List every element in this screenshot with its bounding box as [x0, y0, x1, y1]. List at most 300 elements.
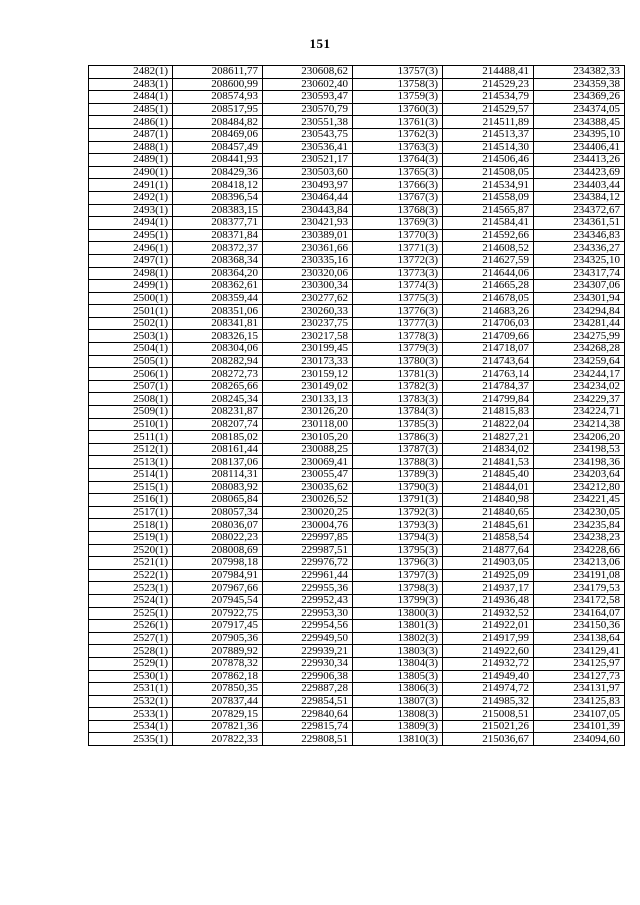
cell-y-coord-b: 234224,71 — [534, 406, 625, 419]
cell-x-coord-a: 208272,73 — [173, 368, 263, 381]
cell-y-coord-b: 234244,17 — [534, 368, 625, 381]
coordinate-table-body — [89, 66, 625, 746]
cell-x-coord-b: 214784,37 — [443, 380, 534, 393]
table-row — [89, 620, 625, 633]
cell-point-id-a: 2517(1) — [89, 506, 173, 519]
table-row — [89, 720, 625, 733]
cell-y-coord-a: 230570,79 — [263, 103, 353, 116]
cell-point-id-b: 13782(3) — [353, 380, 443, 393]
table-row — [89, 317, 625, 330]
cell-y-coord-b: 234325,10 — [534, 254, 625, 267]
cell-x-coord-a: 207984,91 — [173, 569, 263, 582]
table-row — [89, 418, 625, 431]
cell-y-coord-a: 230300,34 — [263, 280, 353, 293]
table-row — [89, 431, 625, 444]
cell-y-coord-a: 230020,25 — [263, 506, 353, 519]
cell-point-id-b: 13771(3) — [353, 242, 443, 255]
cell-point-id-b: 13790(3) — [353, 481, 443, 494]
table-row — [89, 242, 625, 255]
cell-point-id-a: 2527(1) — [89, 632, 173, 645]
cell-x-coord-b: 214840,98 — [443, 494, 534, 507]
cell-x-coord-a: 207837,44 — [173, 695, 263, 708]
cell-y-coord-a: 230551,38 — [263, 116, 353, 129]
cell-y-coord-a: 230118,00 — [263, 418, 353, 431]
cell-y-coord-a: 229854,51 — [263, 695, 353, 708]
cell-y-coord-a: 229955,36 — [263, 582, 353, 595]
cell-x-coord-a: 208359,44 — [173, 292, 263, 305]
cell-y-coord-b: 234101,39 — [534, 720, 625, 733]
cell-y-coord-b: 234382,33 — [534, 66, 625, 79]
cell-point-id-b: 13776(3) — [353, 305, 443, 318]
cell-point-id-a: 2496(1) — [89, 242, 173, 255]
cell-point-id-a: 2493(1) — [89, 204, 173, 217]
cell-x-coord-b: 214511,89 — [443, 116, 534, 129]
cell-y-coord-a: 230320,06 — [263, 267, 353, 280]
cell-y-coord-b: 234228,66 — [534, 544, 625, 557]
table-row — [89, 343, 625, 356]
cell-y-coord-a: 229954,56 — [263, 620, 353, 633]
cell-y-coord-b: 234238,23 — [534, 531, 625, 544]
cell-x-coord-a: 208371,84 — [173, 229, 263, 242]
cell-x-coord-b: 214827,21 — [443, 431, 534, 444]
cell-point-id-a: 2482(1) — [89, 66, 173, 79]
cell-point-id-a: 2492(1) — [89, 191, 173, 204]
table-row — [89, 632, 625, 645]
cell-x-coord-a: 207889,92 — [173, 645, 263, 658]
table-row — [89, 506, 625, 519]
cell-point-id-b: 13809(3) — [353, 720, 443, 733]
cell-x-coord-b: 214488,41 — [443, 66, 534, 79]
cell-x-coord-b: 214584,41 — [443, 217, 534, 230]
coordinate-table — [88, 65, 625, 746]
cell-x-coord-b: 214932,72 — [443, 657, 534, 670]
cell-y-coord-b: 234294,84 — [534, 305, 625, 318]
table-row — [89, 582, 625, 595]
cell-x-coord-a: 208517,95 — [173, 103, 263, 116]
table-row — [89, 733, 625, 746]
cell-point-id-b: 13803(3) — [353, 645, 443, 658]
cell-point-id-b: 13792(3) — [353, 506, 443, 519]
cell-y-coord-b: 234336,27 — [534, 242, 625, 255]
cell-x-coord-a: 208457,49 — [173, 141, 263, 154]
cell-y-coord-a: 230088,25 — [263, 443, 353, 456]
cell-point-id-b: 13796(3) — [353, 557, 443, 570]
cell-y-coord-a: 230602,40 — [263, 78, 353, 91]
cell-y-coord-a: 230389,01 — [263, 229, 353, 242]
cell-point-id-b: 13770(3) — [353, 229, 443, 242]
cell-x-coord-b: 214709,66 — [443, 330, 534, 343]
cell-point-id-b: 13808(3) — [353, 708, 443, 721]
cell-y-coord-a: 230026,52 — [263, 494, 353, 507]
table-row — [89, 78, 625, 91]
cell-x-coord-a: 208484,82 — [173, 116, 263, 129]
cell-point-id-b: 13759(3) — [353, 91, 443, 104]
cell-point-id-b: 13766(3) — [353, 179, 443, 192]
cell-x-coord-b: 214949,40 — [443, 670, 534, 683]
cell-point-id-b: 13797(3) — [353, 569, 443, 582]
cell-point-id-a: 2511(1) — [89, 431, 173, 444]
cell-y-coord-a: 230593,47 — [263, 91, 353, 104]
cell-point-id-a: 2510(1) — [89, 418, 173, 431]
cell-x-coord-a: 208185,02 — [173, 431, 263, 444]
cell-y-coord-b: 234259,64 — [534, 355, 625, 368]
cell-point-id-b: 13762(3) — [353, 128, 443, 141]
cell-y-coord-a: 230055,47 — [263, 469, 353, 482]
cell-x-coord-b: 214534,79 — [443, 91, 534, 104]
cell-x-coord-a: 207822,33 — [173, 733, 263, 746]
cell-y-coord-a: 229952,43 — [263, 594, 353, 607]
cell-y-coord-b: 234372,67 — [534, 204, 625, 217]
cell-y-coord-a: 230421,93 — [263, 217, 353, 230]
cell-point-id-a: 2498(1) — [89, 267, 173, 280]
cell-point-id-a: 2486(1) — [89, 116, 173, 129]
cell-x-coord-b: 214877,64 — [443, 544, 534, 557]
cell-x-coord-b: 214834,02 — [443, 443, 534, 456]
cell-x-coord-a: 207862,18 — [173, 670, 263, 683]
cell-point-id-b: 13773(3) — [353, 267, 443, 280]
cell-point-id-b: 13800(3) — [353, 607, 443, 620]
cell-x-coord-b: 214743,64 — [443, 355, 534, 368]
cell-y-coord-a: 230217,58 — [263, 330, 353, 343]
table-row — [89, 645, 625, 658]
cell-x-coord-b: 214718,07 — [443, 343, 534, 356]
page-number: 151 — [309, 36, 331, 51]
cell-x-coord-a: 208022,23 — [173, 531, 263, 544]
cell-y-coord-b: 234172,58 — [534, 594, 625, 607]
cell-x-coord-b: 214932,52 — [443, 607, 534, 620]
cell-point-id-b: 13794(3) — [353, 531, 443, 544]
cell-x-coord-a: 208351,06 — [173, 305, 263, 318]
cell-y-coord-a: 230335,16 — [263, 254, 353, 267]
table-row — [89, 380, 625, 393]
table-row — [89, 91, 625, 104]
cell-y-coord-a: 229997,85 — [263, 531, 353, 544]
cell-x-coord-b: 214985,32 — [443, 695, 534, 708]
cell-y-coord-b: 234359,38 — [534, 78, 625, 91]
cell-point-id-b: 13774(3) — [353, 280, 443, 293]
cell-point-id-a: 2484(1) — [89, 91, 173, 104]
cell-point-id-a: 2533(1) — [89, 708, 173, 721]
cell-point-id-a: 2512(1) — [89, 443, 173, 456]
cell-point-id-b: 13801(3) — [353, 620, 443, 633]
table-row — [89, 557, 625, 570]
cell-x-coord-a: 208396,54 — [173, 191, 263, 204]
cell-y-coord-a: 230159,12 — [263, 368, 353, 381]
cell-x-coord-a: 207905,36 — [173, 632, 263, 645]
cell-y-coord-a: 230493,97 — [263, 179, 353, 192]
cell-point-id-a: 2528(1) — [89, 645, 173, 658]
table-row — [89, 393, 625, 406]
cell-y-coord-a: 230361,66 — [263, 242, 353, 255]
cell-x-coord-b: 215021,26 — [443, 720, 534, 733]
cell-x-coord-b: 214845,40 — [443, 469, 534, 482]
cell-y-coord-b: 234214,38 — [534, 418, 625, 431]
cell-x-coord-b: 214565,87 — [443, 204, 534, 217]
cell-x-coord-b: 214799,84 — [443, 393, 534, 406]
cell-point-id-b: 13805(3) — [353, 670, 443, 683]
cell-x-coord-b: 214922,60 — [443, 645, 534, 658]
cell-point-id-b: 13779(3) — [353, 343, 443, 356]
cell-y-coord-b: 234317,74 — [534, 267, 625, 280]
cell-x-coord-b: 214937,17 — [443, 582, 534, 595]
cell-point-id-b: 13781(3) — [353, 368, 443, 381]
cell-y-coord-b: 234230,05 — [534, 506, 625, 519]
cell-x-coord-a: 208377,71 — [173, 217, 263, 230]
cell-x-coord-a: 208083,92 — [173, 481, 263, 494]
cell-x-coord-a: 208469,06 — [173, 128, 263, 141]
cell-x-coord-a: 207998,18 — [173, 557, 263, 570]
cell-point-id-b: 13775(3) — [353, 292, 443, 305]
cell-y-coord-b: 234191,08 — [534, 569, 625, 582]
cell-point-id-b: 13802(3) — [353, 632, 443, 645]
cell-point-id-b: 13795(3) — [353, 544, 443, 557]
table-row — [89, 695, 625, 708]
cell-y-coord-a: 230173,33 — [263, 355, 353, 368]
cell-point-id-b: 13799(3) — [353, 594, 443, 607]
cell-y-coord-a: 230035,62 — [263, 481, 353, 494]
cell-point-id-a: 2487(1) — [89, 128, 173, 141]
cell-point-id-b: 13768(3) — [353, 204, 443, 217]
cell-x-coord-a: 207821,36 — [173, 720, 263, 733]
cell-y-coord-a: 230536,41 — [263, 141, 353, 154]
cell-x-coord-a: 208341,81 — [173, 317, 263, 330]
cell-y-coord-a: 230503,60 — [263, 166, 353, 179]
cell-y-coord-a: 229887,28 — [263, 683, 353, 696]
cell-y-coord-b: 234107,05 — [534, 708, 625, 721]
cell-x-coord-b: 214683,26 — [443, 305, 534, 318]
cell-x-coord-a: 208418,12 — [173, 179, 263, 192]
cell-point-id-b: 13810(3) — [353, 733, 443, 746]
cell-point-id-b: 13765(3) — [353, 166, 443, 179]
cell-x-coord-b: 214822,04 — [443, 418, 534, 431]
cell-point-id-a: 2490(1) — [89, 166, 173, 179]
cell-point-id-a: 2505(1) — [89, 355, 173, 368]
cell-y-coord-a: 230464,44 — [263, 191, 353, 204]
cell-y-coord-b: 234203,64 — [534, 469, 625, 482]
cell-point-id-b: 13784(3) — [353, 406, 443, 419]
cell-x-coord-a: 208429,36 — [173, 166, 263, 179]
cell-point-id-a: 2506(1) — [89, 368, 173, 381]
cell-point-id-a: 2507(1) — [89, 380, 173, 393]
cell-y-coord-b: 234094,60 — [534, 733, 625, 746]
cell-y-coord-b: 234164,07 — [534, 607, 625, 620]
cell-y-coord-a: 230004,76 — [263, 519, 353, 532]
cell-y-coord-a: 229976,72 — [263, 557, 353, 570]
cell-x-coord-b: 214529,57 — [443, 103, 534, 116]
cell-y-coord-a: 229961,44 — [263, 569, 353, 582]
cell-point-id-a: 2529(1) — [89, 657, 173, 670]
cell-point-id-a: 2531(1) — [89, 683, 173, 696]
cell-y-coord-b: 234369,26 — [534, 91, 625, 104]
cell-y-coord-a: 229930,34 — [263, 657, 353, 670]
cell-x-coord-a: 208574,93 — [173, 91, 263, 104]
cell-y-coord-b: 234281,44 — [534, 317, 625, 330]
cell-x-coord-b: 214506,46 — [443, 154, 534, 167]
cell-point-id-b: 13757(3) — [353, 66, 443, 79]
cell-x-coord-b: 214514,30 — [443, 141, 534, 154]
cell-point-id-b: 13772(3) — [353, 254, 443, 267]
cell-y-coord-a: 229808,51 — [263, 733, 353, 746]
cell-point-id-b: 13788(3) — [353, 456, 443, 469]
cell-x-coord-b: 214763,14 — [443, 368, 534, 381]
cell-x-coord-b: 214592,66 — [443, 229, 534, 242]
cell-x-coord-a: 208036,07 — [173, 519, 263, 532]
cell-y-coord-a: 230521,17 — [263, 154, 353, 167]
cell-x-coord-b: 214858,54 — [443, 531, 534, 544]
table-row — [89, 708, 625, 721]
table-row — [89, 355, 625, 368]
cell-point-id-a: 2500(1) — [89, 292, 173, 305]
cell-y-coord-b: 234138,64 — [534, 632, 625, 645]
cell-x-coord-b: 214513,37 — [443, 128, 534, 141]
cell-x-coord-a: 208207,74 — [173, 418, 263, 431]
cell-x-coord-b: 214644,06 — [443, 267, 534, 280]
cell-point-id-a: 2503(1) — [89, 330, 173, 343]
cell-x-coord-a: 208231,87 — [173, 406, 263, 419]
table-row — [89, 456, 625, 469]
cell-x-coord-a: 208600,99 — [173, 78, 263, 91]
cell-x-coord-a: 207967,66 — [173, 582, 263, 595]
cell-y-coord-b: 234198,36 — [534, 456, 625, 469]
cell-point-id-b: 13761(3) — [353, 116, 443, 129]
table-row — [89, 594, 625, 607]
cell-x-coord-b: 214529,23 — [443, 78, 534, 91]
cell-y-coord-a: 229939,21 — [263, 645, 353, 658]
cell-y-coord-b: 234384,12 — [534, 191, 625, 204]
cell-y-coord-b: 234301,94 — [534, 292, 625, 305]
cell-y-coord-b: 234346,83 — [534, 229, 625, 242]
cell-y-coord-b: 234179,53 — [534, 582, 625, 595]
cell-y-coord-b: 234150,36 — [534, 620, 625, 633]
cell-point-id-a: 2515(1) — [89, 481, 173, 494]
table-row — [89, 179, 625, 192]
cell-point-id-a: 2497(1) — [89, 254, 173, 267]
cell-point-id-b: 13804(3) — [353, 657, 443, 670]
cell-y-coord-b: 234125,97 — [534, 657, 625, 670]
cell-x-coord-a: 208441,93 — [173, 154, 263, 167]
cell-point-id-a: 2485(1) — [89, 103, 173, 116]
table-row — [89, 166, 625, 179]
cell-y-coord-a: 230199,45 — [263, 343, 353, 356]
cell-point-id-a: 2519(1) — [89, 531, 173, 544]
table-row — [89, 305, 625, 318]
cell-y-coord-b: 234268,28 — [534, 343, 625, 356]
cell-point-id-a: 2488(1) — [89, 141, 173, 154]
table-row — [89, 128, 625, 141]
cell-y-coord-a: 230260,33 — [263, 305, 353, 318]
cell-point-id-a: 2520(1) — [89, 544, 173, 557]
table-row — [89, 154, 625, 167]
cell-point-id-b: 13789(3) — [353, 469, 443, 482]
table-row — [89, 368, 625, 381]
cell-x-coord-a: 208057,34 — [173, 506, 263, 519]
cell-x-coord-b: 214936,48 — [443, 594, 534, 607]
cell-point-id-b: 13798(3) — [353, 582, 443, 595]
cell-x-coord-b: 214558,09 — [443, 191, 534, 204]
cell-y-coord-b: 234423,69 — [534, 166, 625, 179]
cell-point-id-a: 2514(1) — [89, 469, 173, 482]
cell-x-coord-a: 207829,15 — [173, 708, 263, 721]
cell-point-id-a: 2535(1) — [89, 733, 173, 746]
cell-y-coord-b: 234198,53 — [534, 443, 625, 456]
cell-y-coord-b: 234131,97 — [534, 683, 625, 696]
cell-point-id-a: 2522(1) — [89, 569, 173, 582]
cell-x-coord-b: 214840,65 — [443, 506, 534, 519]
cell-point-id-a: 2501(1) — [89, 305, 173, 318]
cell-x-coord-a: 208326,15 — [173, 330, 263, 343]
cell-x-coord-b: 214706,03 — [443, 317, 534, 330]
cell-y-coord-b: 234127,73 — [534, 670, 625, 683]
cell-x-coord-a: 208364,20 — [173, 267, 263, 280]
cell-point-id-a: 2518(1) — [89, 519, 173, 532]
cell-point-id-b: 13780(3) — [353, 355, 443, 368]
table-row — [89, 141, 625, 154]
cell-x-coord-a: 208611,77 — [173, 66, 263, 79]
cell-x-coord-b: 215008,51 — [443, 708, 534, 721]
cell-point-id-a: 2499(1) — [89, 280, 173, 293]
table-row — [89, 657, 625, 670]
cell-point-id-b: 13767(3) — [353, 191, 443, 204]
cell-y-coord-b: 234388,45 — [534, 116, 625, 129]
cell-x-coord-b: 215036,67 — [443, 733, 534, 746]
cell-y-coord-b: 234213,06 — [534, 557, 625, 570]
cell-point-id-b: 13783(3) — [353, 393, 443, 406]
cell-y-coord-a: 230133,13 — [263, 393, 353, 406]
cell-point-id-b: 13760(3) — [353, 103, 443, 116]
cell-y-coord-a: 230149,02 — [263, 380, 353, 393]
cell-y-coord-b: 234206,20 — [534, 431, 625, 444]
cell-point-id-b: 13769(3) — [353, 217, 443, 230]
cell-point-id-a: 2524(1) — [89, 594, 173, 607]
cell-y-coord-a: 230126,20 — [263, 406, 353, 419]
table-row — [89, 481, 625, 494]
cell-y-coord-b: 234307,06 — [534, 280, 625, 293]
cell-x-coord-a: 208265,66 — [173, 380, 263, 393]
table-row — [89, 280, 625, 293]
cell-x-coord-b: 214845,61 — [443, 519, 534, 532]
cell-x-coord-b: 214534,91 — [443, 179, 534, 192]
cell-point-id-a: 2525(1) — [89, 607, 173, 620]
cell-y-coord-b: 234212,80 — [534, 481, 625, 494]
cell-point-id-a: 2494(1) — [89, 217, 173, 230]
cell-x-coord-b: 214608,52 — [443, 242, 534, 255]
cell-point-id-b: 13791(3) — [353, 494, 443, 507]
cell-y-coord-a: 230069,41 — [263, 456, 353, 469]
cell-x-coord-a: 207922,75 — [173, 607, 263, 620]
cell-point-id-b: 13778(3) — [353, 330, 443, 343]
table-row — [89, 267, 625, 280]
cell-x-coord-a: 208137,06 — [173, 456, 263, 469]
cell-x-coord-b: 214844,01 — [443, 481, 534, 494]
cell-x-coord-b: 214925,09 — [443, 569, 534, 582]
cell-x-coord-a: 208008,69 — [173, 544, 263, 557]
cell-y-coord-b: 234413,26 — [534, 154, 625, 167]
cell-x-coord-a: 208304,06 — [173, 343, 263, 356]
cell-y-coord-b: 234395,10 — [534, 128, 625, 141]
cell-point-id-b: 13785(3) — [353, 418, 443, 431]
cell-point-id-b: 13806(3) — [353, 683, 443, 696]
cell-x-coord-b: 214678,05 — [443, 292, 534, 305]
cell-y-coord-b: 234129,41 — [534, 645, 625, 658]
cell-x-coord-b: 214841,53 — [443, 456, 534, 469]
cell-x-coord-b: 214903,05 — [443, 557, 534, 570]
cell-point-id-a: 2530(1) — [89, 670, 173, 683]
cell-y-coord-b: 234221,45 — [534, 494, 625, 507]
cell-point-id-a: 2523(1) — [89, 582, 173, 595]
cell-point-id-b: 13787(3) — [353, 443, 443, 456]
cell-y-coord-a: 230543,75 — [263, 128, 353, 141]
table-row — [89, 103, 625, 116]
